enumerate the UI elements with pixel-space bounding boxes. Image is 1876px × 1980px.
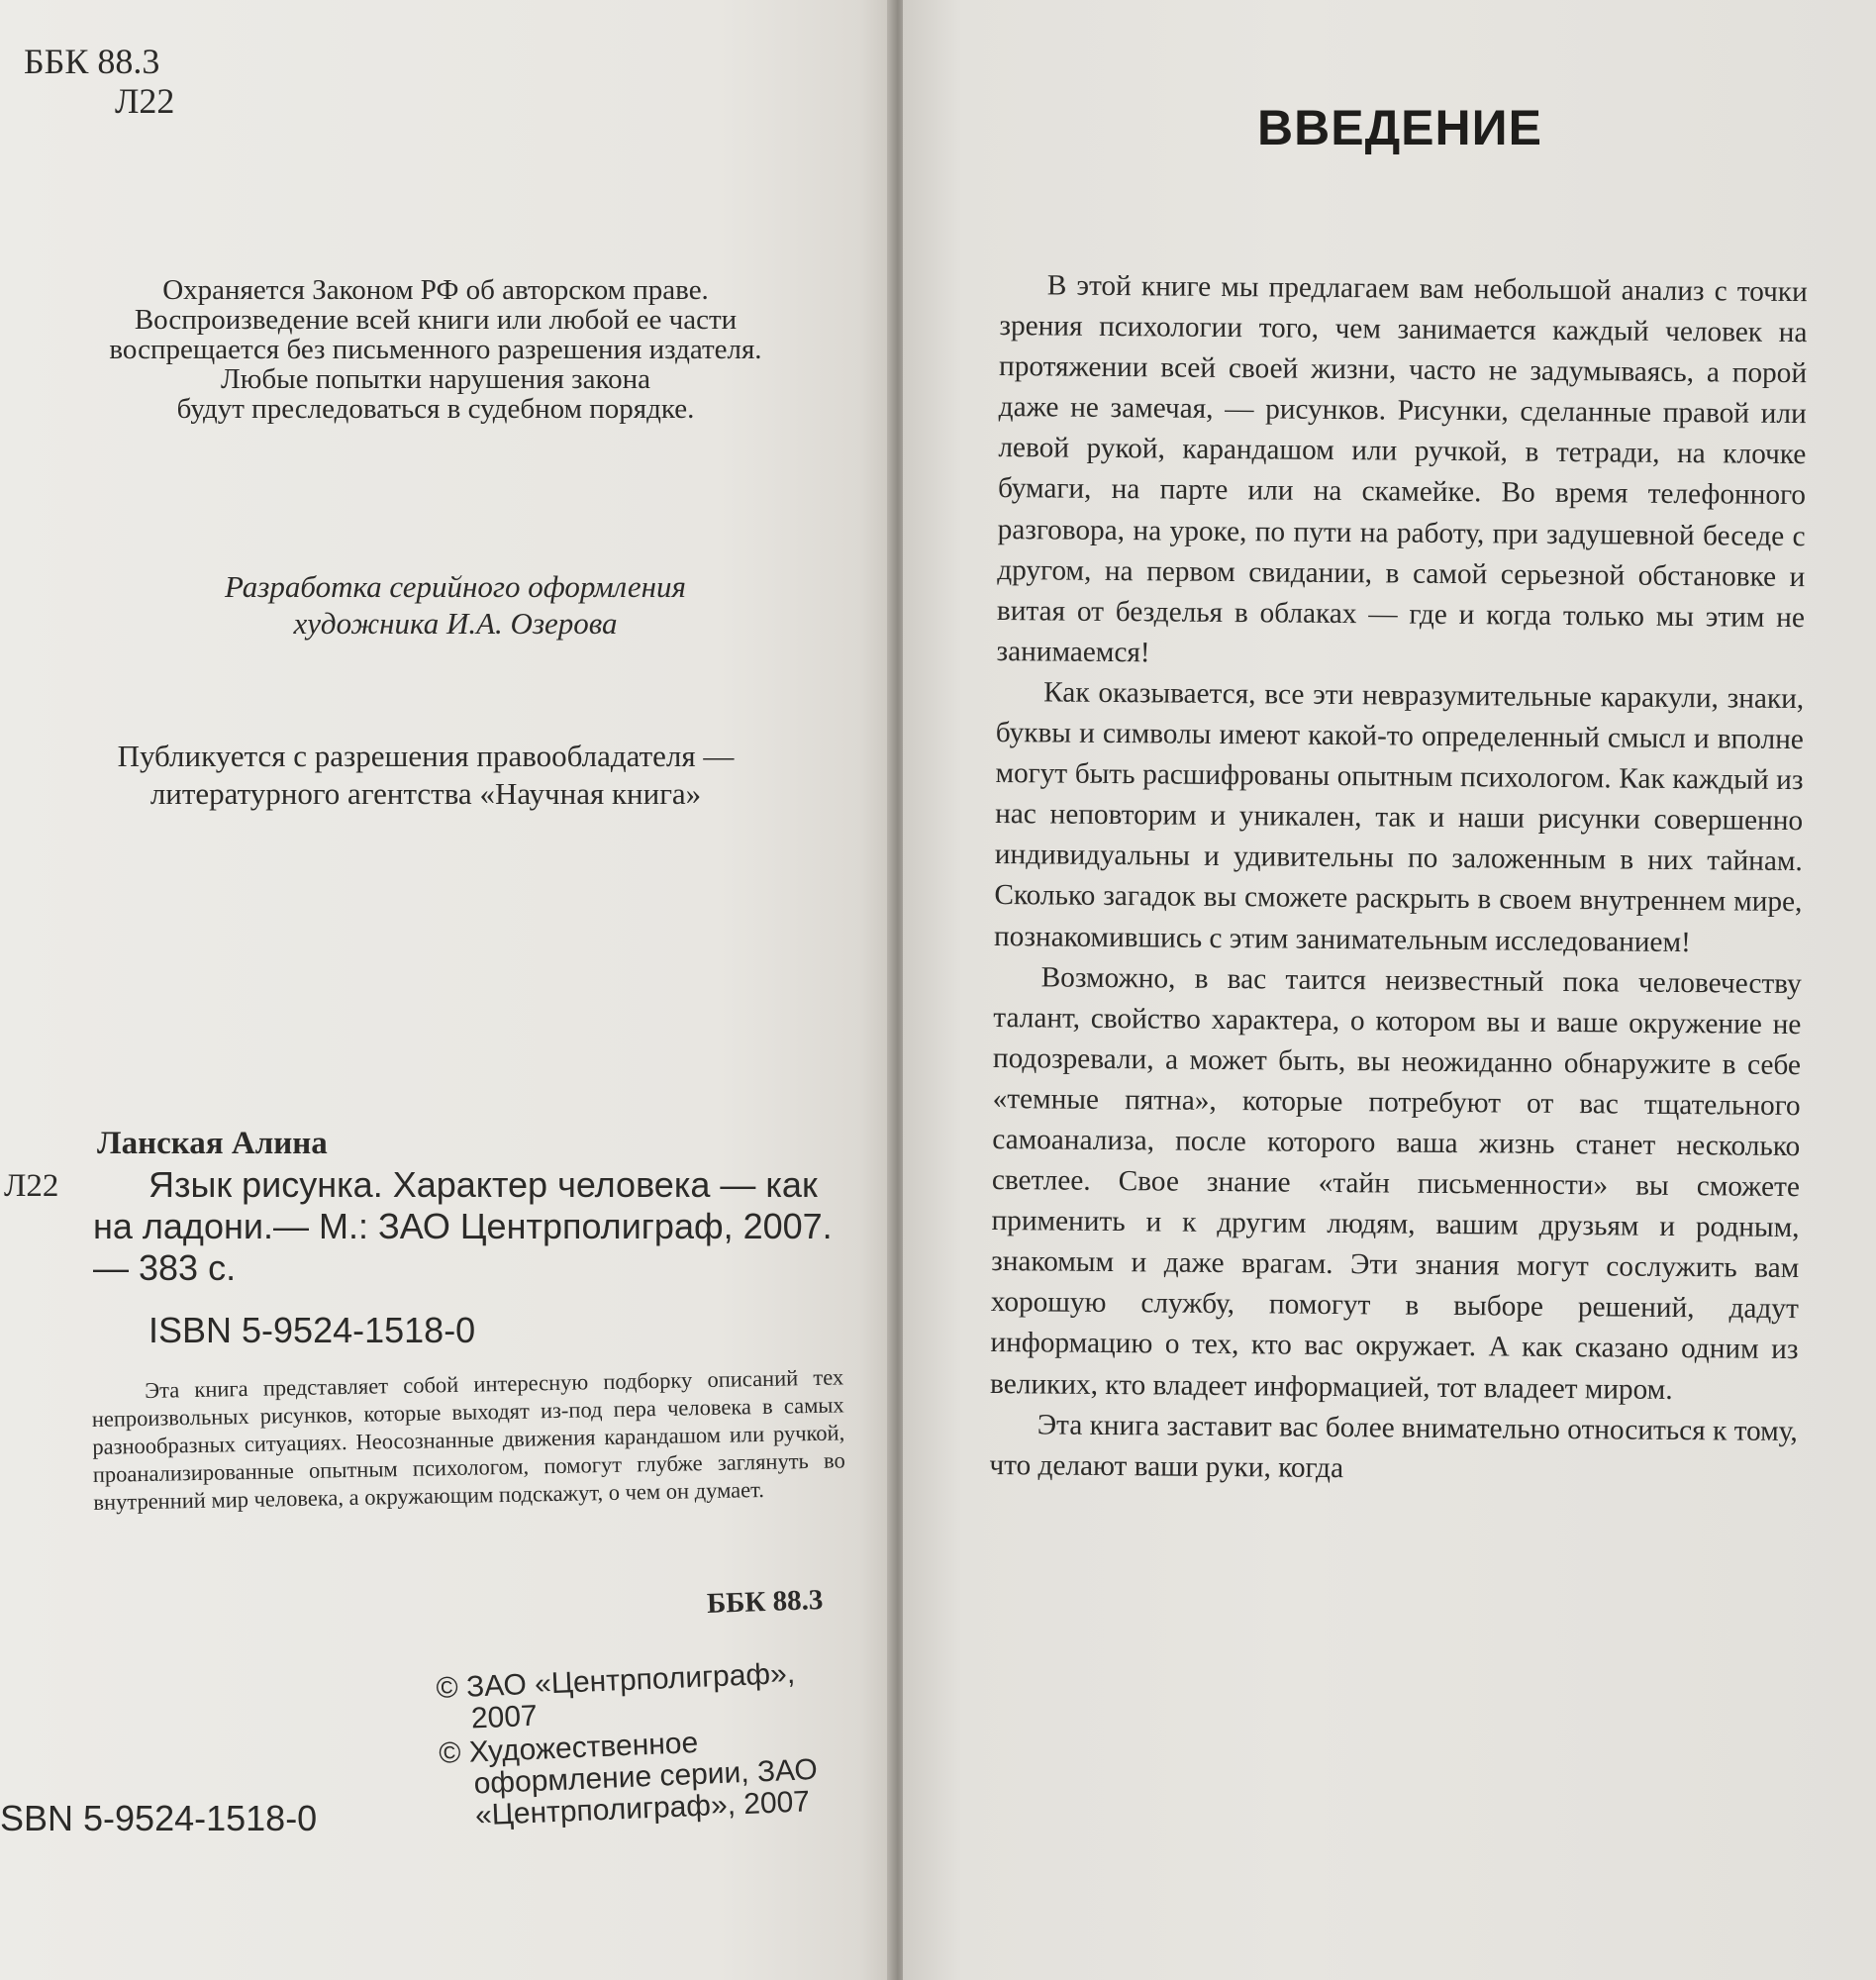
bbk-bottom: ББК 88.3 <box>706 1583 824 1621</box>
isbn: ISBN 5-9524-1518-0 <box>148 1310 476 1350</box>
notice-line: Воспроизведение всей книги или любой ее части <box>134 304 738 336</box>
catalog-code: Л22 <box>4 1168 59 1204</box>
design-credit <box>99 568 812 642</box>
paragraph: Эта книга заставит вас более внимательно относиться к тому, что делают ваши руки, когда <box>989 1408 1798 1484</box>
copyright-line: © Художественное оформление серии, ЗАО «Центрполиграф», 2007 <box>438 1726 819 1832</box>
isbn-bottom: SBN 5-9524-1518-0 <box>0 1798 318 1838</box>
notice-line: Охраняется Законом РФ об авторском праве. <box>162 274 709 306</box>
chapter-title: ВВЕДЕНИЕ <box>1257 100 1542 155</box>
copyright-line: © ЗАО «Центрполиграф», 2007 <box>435 1656 796 1735</box>
publication-line: литературного агентства «Научная книга» <box>149 776 702 811</box>
design-line: художника И.А. Озерова <box>293 606 618 641</box>
bbk-code: ББК 88.3 <box>24 42 160 81</box>
paragraph: Возможно, в вас таится неизвестный пока человечеству талант, свойство характера, о котором вы и ваше окружение не подозревали, а может быть, вы неожиданно обнаружите в себе «темные пятна», которые потребуют от вас тщательного самоанализа, после которого ваша жизнь станет несколько светлее. Свое знание «тайн письменности» вы сможете применить и к другим людям, вашим друзьям и родным, знакомым и даже врагам. Эти знания могут сослужить вам хорошую службу, помогут в выборе решений, дадут информацию о тех, кто вас окружает. А как сказано одним из великих, кто владеет информацией, тот владеет миром. <box>990 960 1802 1406</box>
notice-line: будут преследоваться в судебном порядке. <box>176 393 695 425</box>
copyright-notice <box>30 275 841 424</box>
book-abstract: Эта книга представляет собой интересную подборку описаний тех непроизвольных рисунков, которые выходят из-под пера человека в самых разнообразных ситуациях. Неосознанные движения карандашом или ручкой, проанализированные опытным психологом, помогут глубже заглянуть во внутренний мир человека, а окружающим подскажут, о чем он думает. <box>91 1364 845 1515</box>
left-page <box>0 0 896 1980</box>
publication-note <box>40 738 812 813</box>
notice-line: воспрещается без письменного разрешения издателя. <box>109 334 762 365</box>
author-name: Ланская Алина <box>97 1126 328 1161</box>
chapter-body <box>989 265 1808 1493</box>
copyright-block <box>436 1655 857 1834</box>
paragraph: В этой книге мы предлагаем вам небольшой анализ с точки зрения психологии того, чем занимается каждый человек на протяжении всей своей жизни, часто не задумываясь, а порой даже не замечая, — рисунков. Рисунки, сделанные правой или левой рукой, карандашом или ручкой, в тетради, на клочке бумаги, на парте или на скамейке. Во время телефонного разговора, на уроке, по пути на работу, при задушевной беседе с другом, на первом свидании, в самой серьезной обстановке и витая от безделья в облаках — где и когда только мы этим не занимаемся! <box>996 269 1808 669</box>
bibliographic-entry: Язык рисунка. Характер человека — как на ладони.— М.: ЗАО Центрполиграф, 2007. — 383 с. <box>93 1164 833 1288</box>
publication-line: Публикуется с разрешения правообладателя — <box>117 739 735 773</box>
notice-line: Любые попытки нарушения закона <box>221 363 650 395</box>
author-mark: Л22 <box>115 81 175 121</box>
paragraph: Как оказывается, все эти невразумительные каракули, знаки, буквы и символы имеют какой-то определенный смысл и вполне могут быть расшифрованы опытным психологом. Как каждый из нас неповторим и уникален, так и наши рисунки совершенно индивидуальны и удивительны по заложенным в них тайнам. Сколько загадок вы сможете раскрыть в своем внутреннем мире, познакомившись с этим занимательным исследованием! <box>993 676 1805 958</box>
design-line: Разработка серийного оформления <box>225 569 686 604</box>
bbk-classification <box>24 42 174 121</box>
